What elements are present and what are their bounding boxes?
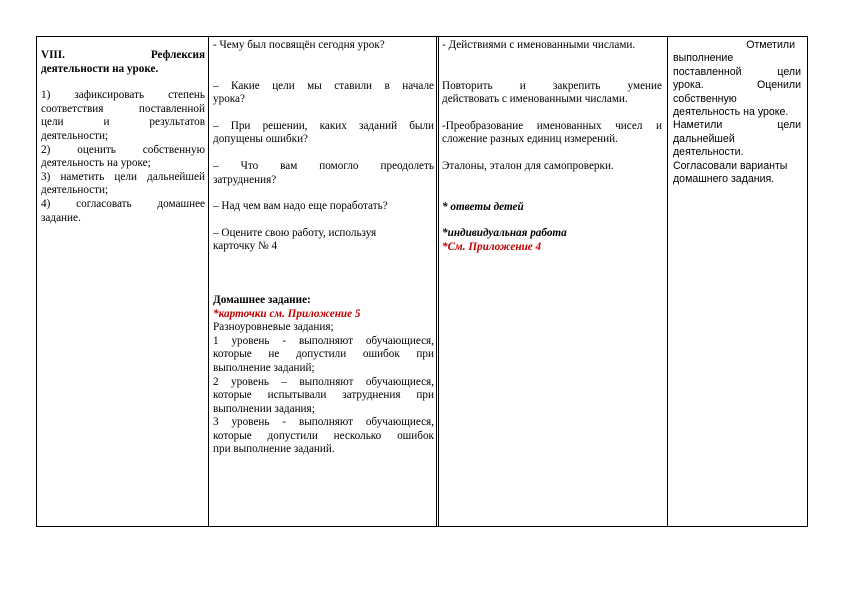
- level-1: 1 уровень - выполняют обучающиеся,: [213, 334, 434, 347]
- question-6: – Оцените свою работу, используя: [213, 226, 377, 239]
- results-line-1: Отметили: [746, 39, 795, 51]
- stage-title-line2: деятельности на уроке.: [41, 62, 159, 75]
- stage-goal-4-line2: задание.: [41, 211, 81, 224]
- question-4-line2: затруднения?: [213, 173, 277, 186]
- question-4: – Что вам помогло преодолеть: [213, 159, 434, 172]
- answer-3-line2: сложение разных единиц измерений.: [442, 133, 618, 146]
- answer-1: - Действиями с именованными числами.: [442, 39, 636, 51]
- answer-4: Эталоны, эталон для самопроверки.: [442, 159, 614, 172]
- results-line-10: Согласовали варианты: [673, 159, 788, 172]
- question-6-line2: карточку № 4: [213, 240, 278, 253]
- level-1-line3: выполнение заданий;: [213, 361, 315, 374]
- column-divider-3: [667, 37, 668, 526]
- question-3-line2: допущены ошибки?: [213, 133, 309, 146]
- stage-heading: [41, 49, 205, 63]
- question-3: – При решении, каких заданий были: [213, 119, 434, 132]
- answer-6: *индивидуальная работа: [442, 227, 567, 240]
- answer-2-line2: действовать с именованными числами.: [442, 93, 628, 106]
- stage-goal-3: 3) наметить цели дальнейшей: [41, 170, 205, 183]
- stage-goal-1-line2: соответствия поставленной: [41, 102, 205, 115]
- results-line-11: домашнего задания.: [673, 173, 775, 186]
- question-2-line2: урока?: [213, 93, 245, 106]
- homework-intro: Разноуровневые задания;: [213, 321, 334, 334]
- student-activity-cell: [442, 39, 662, 254]
- results-line-6: деятельность на уроке.: [673, 106, 789, 119]
- stage-goal-4: 4) согласовать домашнее: [41, 197, 206, 210]
- answer-2: Повторить и закрепить умение: [442, 79, 662, 92]
- question-2: – Какие цели мы ставили в начале: [213, 79, 434, 92]
- results-line-4: урока. Оценили: [673, 79, 801, 92]
- level-2-line2: которые испытывали затруднения при: [213, 389, 434, 402]
- homework-title: Домашнее задание:: [213, 293, 311, 306]
- level-2-line3: выполнении задания;: [213, 402, 315, 415]
- answer-5: * ответы детей: [442, 200, 524, 213]
- teacher-activity-cell: [213, 39, 434, 457]
- column-divider-1: [208, 37, 209, 526]
- column-divider-2: [436, 37, 439, 526]
- level-3: 3 уровень - выполняют обучающиеся,: [213, 416, 434, 429]
- stage-goal-1: 1) зафиксировать степень: [41, 89, 205, 102]
- results-line-2: выполнение: [673, 52, 734, 65]
- stage-cell: [41, 49, 205, 225]
- level-3-line3: при выполнение заданий.: [213, 443, 335, 456]
- results-line-5: собственную: [673, 92, 737, 105]
- appendix-4-link: *См. Приложение 4: [442, 240, 542, 253]
- stage-goal-3-line2: деятельности;: [41, 184, 109, 197]
- stage-title: Рефлексия: [150, 49, 205, 61]
- level-3-line2: которые допустили несколько ошибок: [213, 429, 434, 442]
- answer-3: -Преобразование именованных чисел и: [442, 119, 662, 132]
- homework-cards-link: *карточки см. Приложение 5: [213, 307, 361, 320]
- level-1-line2: которые не допустили ошибок при: [213, 348, 434, 361]
- results-cell: [673, 39, 801, 186]
- results-line-9: деятельности.: [673, 146, 744, 159]
- lesson-table: [36, 36, 808, 527]
- stage-goal-2-line2: деятельность на уроке;: [41, 157, 151, 170]
- level-2: 2 уровень – выполняют обучающиеся,: [213, 375, 434, 388]
- results-line-7: Наметили цели: [673, 119, 801, 132]
- stage-goal-1-line3: цели и результатов: [41, 116, 205, 129]
- stage-number: VIII.: [41, 49, 65, 61]
- question-1: - Чему был посвящён сегодня урок?: [213, 39, 385, 51]
- question-5: – Над чем вам надо еще поработать?: [213, 200, 388, 213]
- results-line-3: поставленной цели: [673, 65, 801, 78]
- stage-goal-2: 2) оценить собственную: [41, 143, 205, 156]
- stage-goal-1-line4: деятельности;: [41, 129, 109, 142]
- results-line-8: дальнейшей: [673, 132, 735, 145]
